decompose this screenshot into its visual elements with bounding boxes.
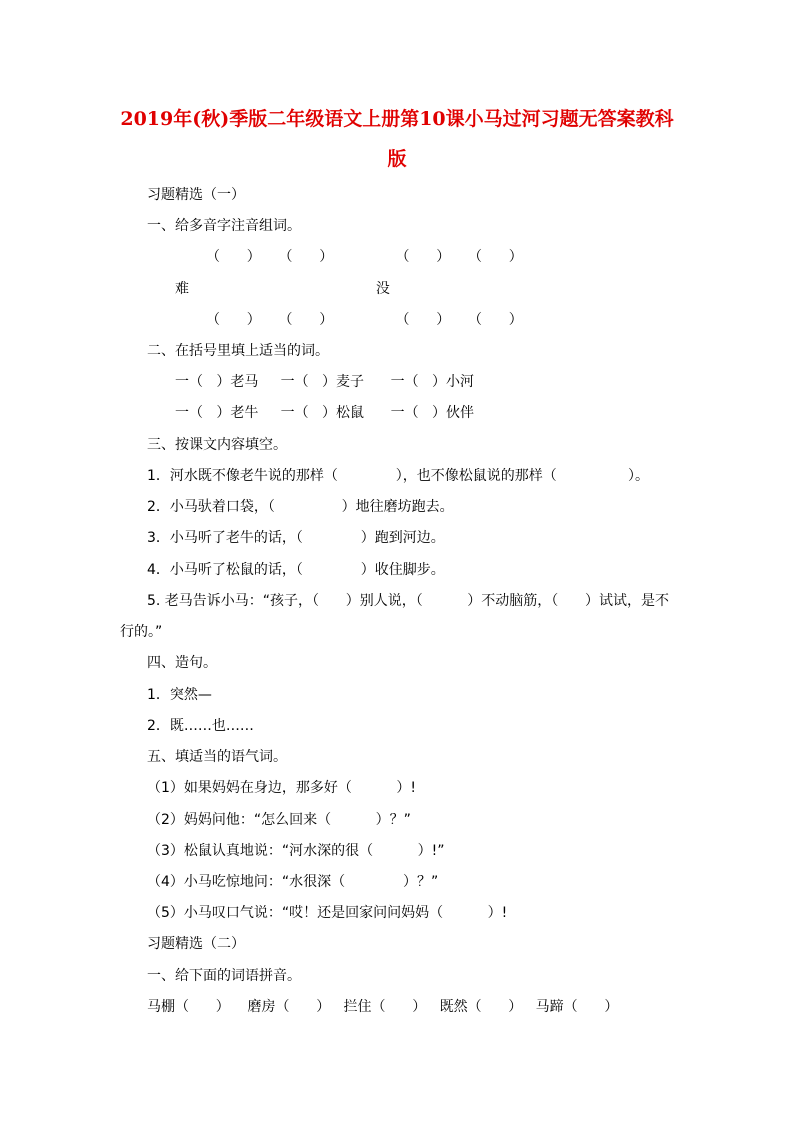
q5-item-5: （5）小马叹口气说：“哎！还是回家问问妈妈（ ）! (147, 905, 508, 921)
document-title-line-1: 2019年(秋)季版二年级语文上册第10课小马过河习题无答案教科 (120, 108, 674, 130)
q2-row-1: 一（ ）老马 一（ ）麦子 一（ ）小河 (175, 374, 475, 390)
part2-q1-heading: 一、给下面的词语拼音。 (147, 968, 301, 984)
section-heading-1: 习题精选（一） (147, 187, 245, 203)
section-heading-2: 习题精选（二） (147, 936, 245, 952)
q3-heading: 三、按课文内容填空。 (147, 437, 287, 453)
q1-blank-row-2: （ ） （ ） （ ） （ ） (206, 312, 523, 328)
q5-item-4: （4）小马吃惊地问：“水很深（ ）？” (147, 874, 439, 890)
q1-heading: 一、给多音字注音组词。 (147, 218, 301, 234)
q1-blank-row-1: （ ） （ ） （ ） （ ） (206, 249, 523, 265)
q3-item-5: 5. 老马告诉小马：“孩子，（ ）别人说，（ ）不动脑筋，（ ）试试，是不 (147, 593, 669, 609)
q5-heading: 五、填适当的语气词。 (147, 749, 287, 765)
q5-item-3: （3）松鼠认真地说：“河水深的很（ ）!” (147, 843, 445, 859)
q1-characters: 难 没 (175, 281, 390, 297)
part2-q1-row: 马棚（ ） 磨房（ ） 拦住（ ） 既然（ ） 马蹄（ ） (147, 999, 619, 1015)
q5-item-2: （2）妈妈问他：“怎么回来（ ）？” (147, 812, 411, 828)
q4-heading: 四、造句。 (147, 655, 217, 671)
q5-item-1: （1）如果妈妈在身边，那多好（ ）! (147, 780, 417, 796)
q4-item-1: 1．突然— (147, 687, 212, 703)
q3-item-3: 3．小马听了老牛的话，（ ）跑到河边。 (147, 530, 445, 546)
q3-item-2: 2．小马驮着口袋，（ ）地往磨坊跑去。 (147, 499, 454, 515)
document-title-line-2: 版 (387, 148, 407, 170)
q2-row-2: 一（ ）老牛 一（ ）松鼠 一（ ）伙伴 (175, 405, 475, 421)
q4-item-2: 2．既……也…… (147, 718, 254, 734)
q3-item-5-continued: 行的。” (120, 624, 163, 640)
q2-heading: 二、在括号里填上适当的词。 (147, 343, 329, 359)
q3-item-4: 4．小马听了松鼠的话，（ ）收住脚步。 (147, 562, 445, 578)
q3-item-1: 1．河水既不像老牛说的那样（ ），也不像松鼠说的那样（ ）。 (147, 468, 649, 484)
